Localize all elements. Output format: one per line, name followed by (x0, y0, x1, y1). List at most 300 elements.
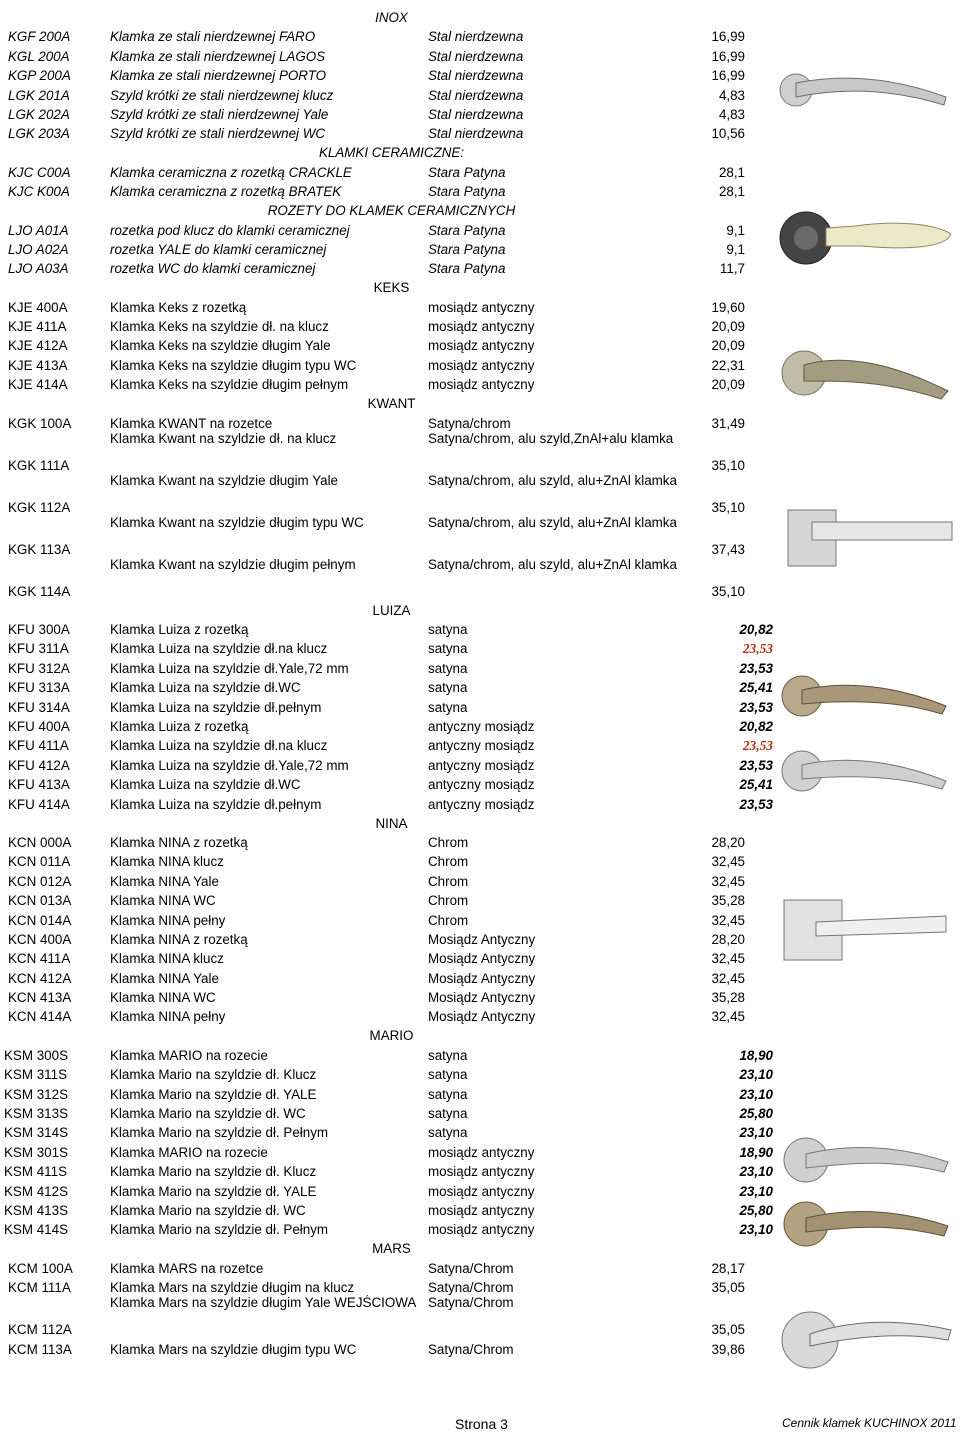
cell-price: 10,56 (711, 126, 745, 142)
cell-name: Klamka Keks na szyldzie dł. na klucz (110, 319, 329, 335)
cell-code: LJO A01A (8, 222, 69, 238)
table-row (4, 1218, 775, 1237)
cell-name: rozetka YALE do klamki ceramicznej (110, 241, 327, 257)
table-row (4, 966, 775, 985)
table-row (4, 257, 775, 276)
cell-code: LGK 201A (8, 87, 70, 103)
cell-code: KCN 400A (8, 931, 72, 947)
cell-mat: Mosiądz Antyczny (428, 931, 536, 947)
cell-price: 35,28 (711, 990, 745, 1006)
cell-code: KCN 000A (8, 834, 72, 850)
cell-price: 28,1 (718, 184, 745, 200)
cell-name: Klamka MARS na rozetce (110, 1260, 264, 1276)
cell-code: KSM 311S (4, 1067, 68, 1083)
cell-code: KCN 014A (8, 912, 72, 928)
cell-price: 37,43 (711, 541, 745, 557)
cell-mat: Chrom (428, 893, 469, 909)
cell-price: 23,53 (742, 738, 773, 754)
cell-mat: Satyna/Chrom (428, 1260, 514, 1276)
cell-mat: mosiądz antyczny (428, 1183, 535, 1199)
cell-mat: Stal nierdzewna (428, 68, 524, 84)
cell-name: Klamka Kwant na szyldzie długim pełnym (110, 556, 356, 572)
table-row (4, 1337, 775, 1356)
cell-mat: satyna (428, 660, 468, 676)
cell-name: rozetka pod klucz do klamki ceramicznej (110, 222, 350, 238)
cell-price: 35,28 (711, 893, 745, 909)
cell-code: KFU 312A (8, 660, 70, 676)
cell-mat: Stal nierdzewna (428, 48, 524, 64)
cell-name: Klamka Kwant na szyldzie dł. na klucz (110, 430, 337, 446)
cell-name: Klamka MARIO na rozecie (110, 1047, 268, 1063)
cell-price: 20,82 (739, 622, 773, 638)
cell-name: Klamka NINA WC (110, 990, 216, 1006)
cell-price: 32,45 (711, 854, 745, 870)
cell-name: Klamka Kwant na szyldzie długim Yale (110, 472, 338, 488)
cell-code: KSM 301S (4, 1144, 69, 1160)
cell-code: KFU 314A (8, 699, 70, 715)
cell-mat: satyna (428, 1047, 468, 1063)
cell-name: Szyld krótki ze stali nierdzewnej WC (110, 126, 326, 142)
cell-code: KCM 112A (8, 1322, 72, 1338)
cell-code: LJO A02A (8, 241, 69, 257)
cell-mat: satyna (428, 680, 468, 696)
cell-mat: Satyna/chrom (428, 415, 511, 431)
cell-price: 23,53 (739, 796, 773, 812)
cell-code: KJE 414A (8, 377, 68, 393)
cell-name: Klamka Keks na szyldzie długim Yale (110, 338, 331, 354)
cell-price: 9,1 (726, 222, 745, 238)
table-row (4, 411, 775, 430)
cell-price: 4,83 (718, 106, 745, 122)
cell-price: 25,41 (739, 680, 773, 696)
section-title: KLAMKI CERAMICZNE: (318, 145, 465, 161)
cell-name: Klamka ceramiczna z rozetką BRATEK (110, 184, 342, 200)
section-title: MARIO (369, 1028, 414, 1044)
keks-handle-image (776, 335, 956, 410)
cell-code: KFU 411A (8, 738, 69, 754)
section-title: NINA (375, 815, 408, 831)
cell-price: 28,1 (718, 164, 745, 180)
cell-name: Klamka Luiza z rozetką (110, 718, 249, 734)
cell-code: KSM 300S (4, 1047, 69, 1063)
table-row (4, 1121, 775, 1140)
cell-name: Klamka MARIO na rozecie (110, 1144, 268, 1160)
section-title: INOX (375, 10, 408, 25)
cell-price: 23,53 (739, 757, 773, 773)
cell-name: Klamka ze stali nierdzewnej LAGOS (110, 48, 326, 64)
cell-price: 32,45 (711, 970, 745, 986)
cell-code: KGK 112A (8, 499, 71, 515)
cell-price: 32,45 (711, 873, 745, 889)
cell-code: KGK 111A (8, 457, 70, 473)
cell-mat: Mosiądz Antyczny (428, 1009, 536, 1025)
table-row (4, 695, 775, 714)
cell-code: KCN 411A (8, 951, 71, 967)
cell-code: KJE 400A (8, 299, 68, 315)
table-row (4, 1276, 775, 1295)
cell-price: 23,53 (739, 699, 773, 715)
cell-mat: Chrom (428, 854, 469, 870)
cell-mat: Stal nierdzewna (428, 126, 524, 142)
cell-mat: Satyna/Chrom (428, 1341, 514, 1357)
table-row (4, 1082, 775, 1101)
cell-mat: mosiądz antyczny (428, 299, 535, 315)
cell-code: KJC K00A (8, 184, 70, 200)
cell-name: Klamka NINA klucz (110, 951, 224, 967)
cell-code: KCN 011A (8, 854, 71, 870)
cell-mat: satyna (428, 699, 468, 715)
cell-code: KFU 400A (8, 718, 70, 734)
cell-mat: Stara Patyna (428, 184, 506, 200)
cell-mat: Stara Patyna (428, 164, 506, 180)
cell-price: 23,10 (739, 1164, 773, 1180)
table-row (4, 122, 775, 141)
cell-price: 32,45 (711, 1009, 745, 1025)
cell-mat: satyna (428, 1125, 468, 1141)
kwant-handle-image (776, 488, 956, 578)
cell-price: 23,53 (742, 641, 773, 657)
cell-price: 16,99 (711, 48, 745, 64)
cell-mat: Stara Patyna (428, 261, 506, 277)
table-row (4, 44, 775, 63)
cell-price: 19,60 (711, 299, 745, 315)
table-row (4, 373, 775, 392)
table-row (4, 734, 775, 753)
cell-name: Klamka Luiza na szyldzie dł.na klucz (110, 738, 328, 754)
cell-mat: satyna (428, 622, 468, 638)
cell-name: Klamka Luiza na szyldzie dł.pełnym (110, 796, 322, 812)
cell-name: Klamka Mario na szyldzie dł. YALE (110, 1086, 317, 1102)
cell-mat: satyna (428, 1067, 468, 1083)
cell-mat: satyna (428, 1106, 468, 1122)
cell-code: KSM 314S (4, 1125, 69, 1141)
table-row (4, 83, 775, 102)
cell-name: Klamka ze stali nierdzewnej PORTO (110, 68, 327, 84)
cell-price: 18,90 (739, 1144, 773, 1160)
cell-code: KSM 411S (4, 1164, 68, 1180)
cell-name: Klamka NINA z rozetką (110, 834, 248, 850)
cell-price: 35,05 (711, 1322, 745, 1338)
cell-code: KCN 012A (8, 873, 72, 889)
cell-mat: Stal nierdzewna (428, 106, 524, 122)
cell-mat: Chrom (428, 873, 469, 889)
table-row (4, 773, 775, 792)
cell-mat: Mosiądz Antyczny (428, 970, 536, 986)
section-title: KEKS (373, 280, 410, 296)
cell-name: Klamka NINA klucz (110, 854, 224, 870)
cell-mat: satyna (428, 1086, 468, 1102)
cell-code: LGK 203A (8, 126, 70, 142)
cell-code: KCN 412A (8, 970, 72, 986)
table-row (4, 1102, 775, 1121)
cell-price: 23,10 (739, 1183, 773, 1199)
cell-name: Szyld krótki ze stali nierdzewnej klucz (110, 87, 334, 103)
table-row (4, 928, 775, 947)
cell-name: Klamka NINA z rozetką (110, 931, 248, 947)
table-row (4, 1256, 775, 1275)
section-header (4, 276, 775, 295)
table-row (4, 889, 775, 908)
table-row (4, 557, 775, 599)
cell-code: KFU 413A (8, 777, 70, 793)
cell-code: LJO A03A (8, 261, 69, 277)
cell-price: 39,86 (711, 1341, 745, 1357)
table-row (4, 850, 775, 869)
cell-name: Klamka Luiza na szyldzie dł.Yale,72 mm (110, 757, 349, 773)
cell-mat: mosiądz antyczny (428, 1164, 535, 1180)
cell-code: KJE 412A (8, 338, 68, 354)
section-header (4, 1237, 775, 1256)
table-row (4, 908, 775, 927)
table-row (4, 1199, 775, 1218)
cell-price: 32,45 (711, 912, 745, 928)
table-row (4, 515, 775, 557)
table-row (4, 334, 775, 353)
cell-mat: antyczny mosiądz (428, 796, 535, 812)
cell-price: 35,10 (711, 457, 745, 473)
table-row (4, 473, 775, 515)
cell-code: LGK 202A (8, 106, 70, 122)
cell-price: 20,09 (711, 319, 745, 335)
cell-name: Klamka Mars na szyldzie długim Yale WEJŚCIOWA (110, 1295, 417, 1311)
cell-name: Klamka Luiza na szyldzie dł.WC (110, 777, 301, 793)
cell-code: KSM 312S (4, 1086, 69, 1102)
cell-name: Klamka Keks z rozetką (110, 299, 247, 315)
table-row (4, 618, 775, 637)
cell-mat: Stara Patyna (428, 222, 506, 238)
cell-code: KGF 200A (8, 29, 71, 45)
mars-handle-image (776, 1300, 956, 1375)
cell-price: 16,99 (711, 68, 745, 84)
cell-mat: Stara Patyna (428, 241, 506, 257)
price-table (4, 6, 775, 1357)
cell-mat: antyczny mosiądz (428, 718, 535, 734)
cell-name: Klamka Mario na szyldzie dł. Pełnym (110, 1222, 329, 1238)
table-row (4, 869, 775, 888)
cell-code: KSM 313S (4, 1106, 69, 1122)
cell-price: 28,20 (711, 931, 745, 947)
cell-code: KFU 311A (8, 641, 69, 657)
cell-mat: Chrom (428, 912, 469, 928)
cell-name: Klamka Mario na szyldzie dł. WC (110, 1106, 306, 1122)
luiza-handle-image (776, 666, 956, 816)
cell-mat: antyczny mosiądz (428, 757, 535, 773)
cell-mat: Satyna/chrom, alu szyld, alu+ZnAl klamka (428, 556, 677, 572)
section-title: ROZETY DO KLAMEK CERAMICZNYCH (267, 203, 516, 219)
table-row (4, 160, 775, 179)
table-row (4, 353, 775, 372)
inox-handle-image (776, 45, 956, 135)
cell-price: 23,10 (739, 1222, 773, 1238)
cell-mat: Stal nierdzewna (428, 29, 524, 45)
section-header (4, 812, 775, 831)
cell-mat: antyczny mosiądz (428, 777, 535, 793)
cell-mat: mosiądz antyczny (428, 319, 535, 335)
cell-name: Klamka ze stali nierdzewnej FARO (110, 29, 316, 45)
table-row (4, 1140, 775, 1159)
cell-code: KFU 412A (8, 757, 70, 773)
table-row (4, 637, 775, 656)
cell-name: Klamka Luiza na szyldzie dł.pełnym (110, 699, 322, 715)
table-row (4, 103, 775, 122)
cell-mat: Mosiądz Antyczny (428, 990, 536, 1006)
cell-price: 28,17 (711, 1260, 745, 1276)
cell-name: Klamka KWANT na rozetce (110, 415, 273, 431)
cell-code: KGK 100A (8, 415, 72, 431)
table-row (4, 715, 775, 734)
cell-price: 25,80 (739, 1106, 773, 1122)
cell-name: Klamka Mario na szyldzie dł. YALE (110, 1183, 317, 1199)
cell-name: Klamka Kwant na szyldzie długim typu WC (110, 514, 364, 530)
cell-mat: mosiądz antyczny (428, 1222, 535, 1238)
cell-code: KSM 414S (4, 1222, 69, 1238)
section-header (4, 141, 775, 160)
cell-name: Klamka NINA WC (110, 893, 216, 909)
cell-mat: Satyna/chrom, alu szyld, alu+ZnAl klamka (428, 514, 677, 530)
cell-code: KSM 412S (4, 1183, 69, 1199)
cell-price: 25,80 (739, 1202, 773, 1218)
cell-mat: mosiądz antyczny (428, 357, 535, 373)
cell-code: KFU 300A (8, 622, 70, 638)
nina-handle-image (776, 886, 956, 976)
cell-code: KCM 113A (8, 1341, 72, 1357)
cell-name: Klamka Mars na szyldzie długim na klucz (110, 1280, 355, 1296)
table-row (4, 1043, 775, 1062)
table-row (4, 295, 775, 314)
cell-name: Klamka Keks na szyldzie długim pełnym (110, 377, 349, 393)
section-title: MARS (372, 1241, 411, 1257)
cell-name: Klamka Mario na szyldzie dł. Klucz (110, 1067, 317, 1083)
table-row (4, 238, 775, 257)
table-row (4, 218, 775, 237)
table-row (4, 25, 775, 44)
table-row (4, 831, 775, 850)
cell-name: Klamka NINA Yale (110, 873, 219, 889)
cell-price: 23,10 (739, 1086, 773, 1102)
cell-mat: antyczny mosiądz (428, 738, 535, 754)
cell-name: Klamka Keks na szyldzie długim typu WC (110, 357, 357, 373)
section-header (4, 392, 775, 411)
cell-price: 16,99 (711, 29, 745, 45)
cell-name: Klamka Mars na szyldzie długim typu WC (110, 1341, 357, 1357)
cell-name: Klamka Mario na szyldzie dł. Klucz (110, 1164, 317, 1180)
table-row (4, 656, 775, 675)
cell-mat: mosiądz antyczny (428, 1144, 535, 1160)
cell-name: Klamka Luiza na szyldzie dł.Yale,72 mm (110, 660, 349, 676)
table-row (4, 180, 775, 199)
section-header (4, 599, 775, 618)
cell-price: 9,1 (726, 241, 745, 257)
cell-price: 23,10 (739, 1067, 773, 1083)
cell-mat: mosiądz antyczny (428, 1202, 535, 1218)
cell-price: 18,90 (739, 1047, 773, 1063)
cell-code: KSM 413S (4, 1202, 69, 1218)
cell-name: Klamka Mario na szyldzie dł. Pełnym (110, 1125, 329, 1141)
cell-name: Szyld krótki ze stali nierdzewnej Yale (110, 106, 329, 122)
cell-name: Klamka NINA Yale (110, 970, 219, 986)
cell-code: KCM 100A (8, 1260, 73, 1276)
cell-code: KFU 313A (8, 680, 70, 696)
table-row (4, 753, 775, 772)
section-title: KWANT (367, 396, 416, 412)
page-number: Strona 3 (455, 1416, 508, 1432)
cell-mat: Chrom (428, 834, 469, 850)
cell-code: KFU 414A (8, 796, 70, 812)
cell-mat: Stal nierdzewna (428, 87, 524, 103)
cell-mat: Satyna/Chrom (428, 1280, 514, 1296)
cell-price: 35,05 (711, 1280, 745, 1296)
catalog-name: Cennik klamek KUCHINOX 2011 (782, 1416, 957, 1430)
table-row (4, 1005, 775, 1024)
cell-code: KGL 200A (8, 48, 70, 64)
cell-name: Klamka Luiza na szyldzie dł.na klucz (110, 641, 328, 657)
section-title: LUIZA (372, 602, 411, 618)
cell-name: Klamka Luiza na szyldzie dł.WC (110, 680, 301, 696)
cell-code: KCN 414A (8, 1009, 72, 1025)
cell-code: KCM 111A (8, 1280, 71, 1296)
cell-name: Klamka ceramiczna z rozetką CRACKLE (110, 164, 352, 180)
table-row (4, 1179, 775, 1198)
cell-name: rozetka WC do klamki ceramicznej (110, 261, 316, 277)
table-row (4, 947, 775, 966)
cell-code: KCN 013A (8, 893, 72, 909)
table-row (4, 792, 775, 811)
mario-handle-image (776, 1128, 956, 1258)
cell-price: 25,41 (739, 777, 773, 793)
cell-mat: Satyna/chrom, alu szyld,ZnAl+alu klamka (428, 430, 674, 446)
table-row (4, 1160, 775, 1179)
cell-mat: Mosiądz Antyczny (428, 951, 536, 967)
cell-mat: mosiądz antyczny (428, 377, 535, 393)
cell-code: KJC C00A (8, 164, 71, 180)
table-row (4, 315, 775, 334)
cell-name: Klamka Luiza z rozetką (110, 622, 249, 638)
ceramic-handle-image (776, 200, 956, 275)
cell-mat: mosiądz antyczny (428, 338, 535, 354)
table-row (4, 431, 775, 473)
cell-price: 28,20 (711, 834, 745, 850)
cell-price: 20,82 (739, 718, 773, 734)
cell-price: 35,10 (711, 499, 745, 515)
cell-code: KJE 413A (8, 357, 68, 373)
cell-code: KGP 200A (8, 68, 71, 84)
table-row (4, 1063, 775, 1082)
cell-price: 23,10 (739, 1125, 773, 1141)
cell-price: 31,49 (711, 415, 745, 431)
section-header (4, 199, 775, 218)
cell-mat: Satyna/chrom, alu szyld, alu+ZnAl klamka (428, 472, 677, 488)
cell-price: 20,09 (711, 377, 745, 393)
cell-price: 35,10 (711, 583, 745, 599)
section-header (4, 6, 775, 25)
cell-price: 32,45 (711, 951, 745, 967)
table-row (4, 986, 775, 1005)
cell-name: Klamka NINA pełny (110, 1009, 226, 1025)
cell-price: 11,7 (719, 261, 745, 277)
cell-code: KGK 114A (8, 583, 71, 599)
section-header (4, 1024, 775, 1043)
table-row (4, 64, 775, 83)
table-row (4, 1295, 775, 1337)
cell-mat: Satyna/Chrom (428, 1295, 514, 1311)
cell-code: KJE 411A (8, 319, 67, 335)
cell-name: Klamka NINA pełny (110, 912, 226, 928)
cell-mat: satyna (428, 641, 468, 657)
table-row (4, 676, 775, 695)
cell-price: 22,31 (711, 357, 745, 373)
cell-price: 23,53 (739, 660, 773, 676)
cell-name: Klamka Mario na szyldzie dł. WC (110, 1202, 306, 1218)
